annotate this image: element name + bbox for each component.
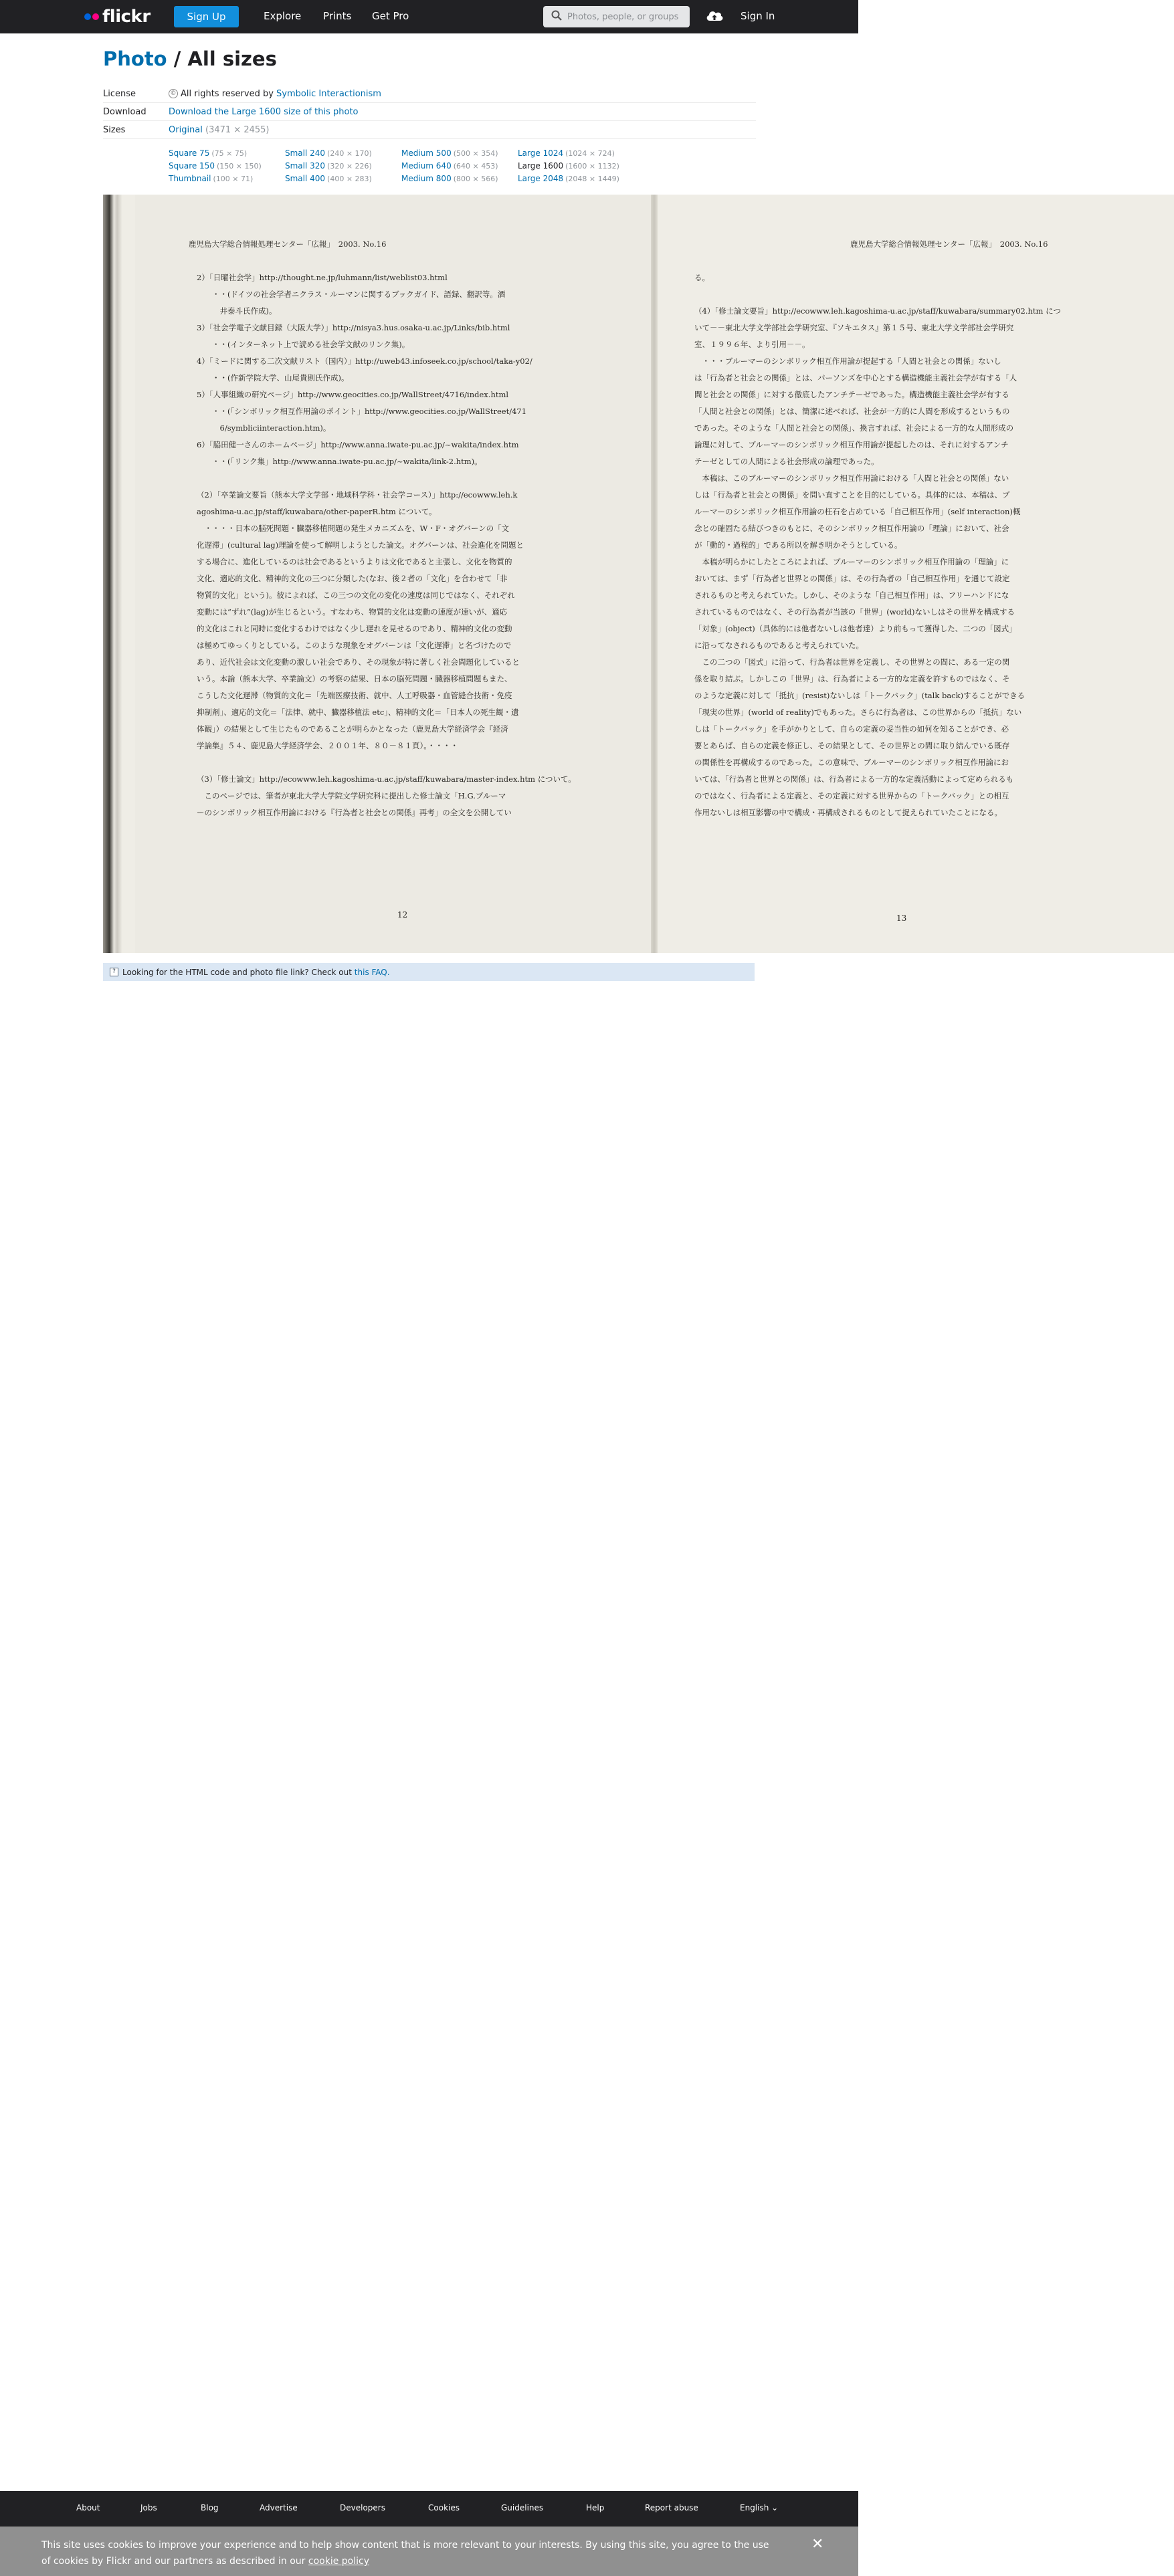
right-page-number: 13 [896,914,907,923]
main-photo [103,195,1174,953]
license-row [103,85,756,103]
photo-book-spine [651,195,658,953]
scanned-text-line: 体観」）の結果として生じたものであることが明らかとなった（鹿児島大学経済学会『経済 [197,724,508,734]
right-page-header: 鹿児島大学総合情報処理センター「広報」 2003. No.16 [850,239,1048,249]
logo-blue-dot [84,13,91,20]
nav-explore[interactable]: Explore [264,10,302,22]
scanned-text-line: agoshima-u.ac.jp/staff/kuwabara/other-paperR.htm について。 [197,507,437,516]
scanned-text-line: この二つの「図式」に沿って、行為者は世界を定義し、その世界との間に、ある一定の関 [694,657,1010,667]
footer-link-guidelines[interactable]: Guidelines [501,2503,544,2512]
scanned-text-line: であった。そのような「人間と社会との関係」、換言すれば、社会による一方的な人間形成の [694,423,1014,433]
download-label: Download [103,106,146,117]
left-page-number: 12 [397,910,408,920]
size-option[interactable]: Small 400 (400 × 283) [285,174,372,183]
scanned-text-line: 5）「人事組織の研究ページ」http://www.geocities.co.jp/WallStreet/4716/index.html [197,390,509,399]
faq-text: Looking for the HTML code and photo file link? Check out [122,967,352,977]
footer-link-developers[interactable]: Developers [340,2503,385,2512]
sizes-row [103,121,756,139]
scanned-text-line: いて－－東北大学文学部社会学研究室、『ソキエタス』第１５号、東北大学文学部社会学研究 [694,323,1014,332]
scanned-text-line: 「対象」(object)（具体的には他者ないしは他者達）より前もって獲得した、二つの「図式」 [694,624,1017,633]
scanned-text-line: しは「トークバック」を手がかりとして、自らの定義の妥当性の如何を知ることができ、必 [694,724,1009,734]
scanned-text-line: ルーマーのシンボリック相互作用論の枉石を占めている「自己相互作用」(self interaction)概 [694,507,1021,516]
scanned-text-line: は「行為者と社会との関係」とは、パーソンズを中心とする構造機能主義社会学が有する「人 [694,373,1017,383]
logo-pink-dot [92,13,99,20]
scanned-text-line: のではなく、行為者による定義と、その定義に対する世界からの「トークバック」との相互 [694,791,1009,800]
scanned-text-line: しは「行為者と社会との関係」を問い直すことを目的にしている。具体的には、本稿は、ブ [694,490,1010,500]
logo-wordmark: flickr [102,7,151,27]
scanned-text-line: 念との確固たる結びつきのもとに、そのシンボリック相互作用論の「理論」において、社会 [694,524,1009,533]
scanned-text-line: されているものではなく、その行為者が当該の「世界」(world)ないしはその世界を構成する [694,607,1015,617]
breadcrumb-separator: / [167,47,188,70]
footer-link-cookies[interactable]: Cookies [428,2503,460,2512]
info-icon: ? [110,968,118,976]
license-label: License [103,88,136,99]
scanned-text-line: ・・(インターネット上で読める社会学文献のリンク集)。 [197,340,410,349]
scanned-text-line: ・・・・日本の脳死問題・臓器移植問題の発生メカニズムを、W・F・オグバーンの「文 [197,524,510,533]
breadcrumb-photo-link[interactable]: Photo [103,47,167,70]
size-option[interactable]: Square 150 (150 × 150) [169,161,262,171]
scanned-text-line: （2）「卒業論文要旨（熊本大学文学部・地域科学科・社会学コース）」http://ecowww.leh.k [197,490,518,500]
photo-meta-table [103,85,756,139]
scanned-text-line: る。 [694,273,710,282]
size-option[interactable]: Small 240 (240 × 170) [285,148,372,158]
owner-link[interactable]: Symbolic Interactionism [276,88,381,99]
size-option[interactable]: Medium 640 (640 × 453) [401,161,498,171]
scanned-text-line: このページでは、筆者が東北大学大学院文学研究科に提出した修士論文「H.G.ブルーマ [197,791,506,800]
scanned-text-line: は極めてゆっくりとしている。このような現象をオグバーンは「文化遅滞」と名づけたので [197,641,512,650]
original-size-link[interactable]: Original [169,124,203,135]
size-option[interactable]: Medium 800 (800 × 566) [401,174,498,183]
page-title-text: All sizes [187,47,277,70]
footer-link-advertise[interactable]: Advertise [260,2503,298,2512]
footer-link-report-abuse[interactable]: Report abuse [645,2503,698,2512]
scanned-text-line: いては、「行為者と世界との関係」は、行為者による一方的な定義活動によって定められるも [694,774,1014,784]
scanned-text-line [197,470,576,487]
scanned-text-line: ・・(作新学院大学、山尾貴則氏作成)。 [197,373,349,383]
cookie-text: This site uses cookies to improve your experience and to help show content that is more relevant to your interests. By using this site, you agree to the use of cookies by Flickr and our partners as described in our cookie policy [41,2540,769,2567]
scanned-text-line: おいては、まず「行為者と世界との関係」は、その行為者の「自己相互作用」を通じて設定 [694,574,1010,583]
scanned-text-line: 化遅滞」(cultural lag)理論を使って解明しようとした論文。オグバーンは、社会進化を問題と [197,540,524,550]
sizes-label: Sizes [103,124,126,135]
nav-get-pro[interactable]: Get Pro [372,10,409,22]
cookie-banner [0,2527,858,2576]
scanned-text-line: テーゼとしての人間による社会形成の論理であった。 [694,457,879,466]
scanned-text-line: あり、近代社会は文化変動の激しい社会であり、その現象が特に著しく社会問題化していると [197,657,520,667]
original-size-dims: (3471 × 2455) [205,124,270,135]
scanned-text-line: （4）「修士論文要旨」http://ecowww.leh.kagoshima-u.ac.jp/staff/kuwabara/summary02.htm につ [694,306,1061,316]
footer-link-about[interactable]: About [76,2503,100,2512]
scanned-text-line: 本稿が明らかにしたところによれば、ブルーマーのシンボリック相互作用論の「理論」に [694,557,1009,566]
scanned-text-line: 本稿は、このブルーマーのシンボリック相互作用論における「人間と社会との関係」ない [694,473,1009,483]
scanned-text-line: ・・(「リンク集」http://www.anna.iwate-pu.ac.jp/~wakita/link-2.htm)。 [197,457,482,466]
scanned-text-line: 「現実の世界」(world of reality)でもあった。さらに行為者は、この世界からの「抵抗」ない [694,708,1022,717]
upload-cloud-icon[interactable] [705,8,724,27]
scanned-text-line [197,754,576,771]
left-page-header: 鹿児島大学総合情報処理センター「広報」 2003. No.16 [189,239,387,249]
size-option[interactable]: Small 320 (320 × 226) [285,161,372,171]
scanned-text-line: ・・・ブルーマーのシンボリック相互作用論が提起する「人間と社会との関係」ないし [694,356,1001,366]
scanned-text-line: ーのシンボリック相互作用論における『行為者と社会との関係』再考」の全文を公開してい [197,808,512,817]
scanned-text-line [694,286,1061,303]
footer-link-help[interactable]: Help [586,2503,605,2512]
scanned-text-line: 物質的文化」という)。彼によれば、この三つの文化の変化の速度は同じではなく、それぞれ [197,591,515,600]
download-link[interactable]: Download the Large 1600 size of this photo [169,106,359,117]
scanned-text-line: に沿ってなされるものであると考えられていた。 [694,641,864,650]
search-box[interactable] [543,6,690,27]
scanned-text-line: 的文化はこれと同時に変化するわけではなく少し遅れを見せるのであり、精神的文化の変動 [197,624,512,633]
scanned-text-line: （3）「修士論文」http://ecowww.leh.kagoshima-u.ac.jp/staff/kuwabara/master-index.htm について。 [197,774,576,784]
scanned-text-line: 6）「脇田健一さんのホームページ」http://www.anna.iwate-pu.ac.jp/~wakita/index.htm [197,440,519,449]
scanned-text-line: 抑制剤」、適応的文化＝「法律、就中、臓器移植法 etc」、精神的文化＝「日本人の死生観・遺 [197,708,519,717]
photo-left-edge [103,195,135,953]
scanned-text-line: 要とあらば、自らの定義を修正し、その結果として、その世界との間に取り結んでいる既存 [694,741,1010,750]
scanned-text-line: 6/symbliciinteraction.htm)。 [197,423,331,433]
left-page-text [197,270,576,821]
scanned-text-line: こうした文化遅滞（物質的文化＝「先端医療技術、就中、人工呼吸器・血管縫合技術・免疫 [197,691,512,700]
scanned-text-line: 「人間と社会との関係」とは、簡潔に述べれば、社会が一方的に人間を形成するというもの [694,407,1010,416]
scanned-text-line: 2）「日曜社会学」http://thought.ne.jp/luhmann/list/weblist03.html [197,273,448,282]
scanned-text-line: ・・(「シンボリック相互作用論のポイント」http://www.geocities.co.jp/WallStreet/471 [197,407,527,416]
license-text: All rights reserved by [181,88,274,99]
signin-link[interactable]: Sign In [741,10,775,22]
scanned-text-line: されるものと考えられていた。しかし、そのような「自己相互作用」は、フリーハンドにな [694,591,1009,600]
search-icon[interactable] [551,10,562,23]
scanned-text-line: 4）「ミードに関する二次文献リスト（国内）」http://uweb43.infoseek.co.jp/school/taka-y02/ [197,356,532,366]
scanned-text-line: の関係性を再構成するのであった。この意味で、ブルーマーのシンボリック相互作用論にお [694,758,1009,767]
close-icon[interactable]: ✕ [811,2536,824,2553]
size-option[interactable]: Thumbnail (100 × 71) [169,174,254,183]
faq-banner [103,963,755,981]
size-option-current: Large 1600 (1600 × 1132) [518,161,619,171]
scanned-text-line: が「動的・過程的」である所以を解き明かそうとしている。 [694,540,902,550]
scanned-text-line: ・・(ドイツの社会学者ニクラス・ルーマンに関するブックガイド、語録、翻訳等。酒 [197,290,506,299]
copyright-icon: © [169,89,178,98]
size-option[interactable]: Large 1024 (1024 × 724) [518,148,615,158]
scanned-text-line: 文化、適応的文化、精神的文化の三つに分類した(なお、後２者の「文化」を合わせて「非 [197,574,508,583]
footer-link-jobs[interactable]: Jobs [140,2503,157,2512]
scanned-text-line: 間と社会との関係」に対する徹底したアンチテーゼであった。構造機能主義社会学が有する [694,390,1009,399]
nav-prints[interactable]: Prints [323,10,352,22]
scanned-text-line: 論理に対して、ブルーマーのシンボリック相互作用論が提起したのは、それに対するアンチ [694,440,1009,449]
language-selector[interactable]: English ⌄ [740,2503,779,2512]
scanned-text-line: 室、１９９６年、より引用－－。 [694,340,810,349]
size-option[interactable]: Square 75 (75 × 75) [169,148,248,158]
signup-button[interactable]: Sign Up [174,6,239,27]
scanned-text-line: のような定義に対して「抵抗」(resist)ないしは「トークバック」(talk back)することができる [694,691,1025,700]
page-title [103,47,277,70]
footer-link-blog[interactable]: Blog [201,2503,219,2512]
scanned-text-line: 井泰斗氏作成)。 [197,306,277,316]
download-row [103,103,756,121]
scanned-text-line: 作用ないしは相互影響の中で構成・再構成されるものとして捉えられていたことになる。 [694,808,1002,817]
size-option[interactable]: Large 2048 (2048 × 1449) [518,174,619,183]
scanned-text-line: 係を取り結ぶ。しかしこの「世界」は、行為者による一方的な定義を許すものではなく、そ [694,674,1010,683]
scanned-text-line: 学論集』５４、鹿児島大学経済学会、２００１年、８０－８１頁）。・・・・ [197,741,458,750]
scanned-text-line: 3）「社会学電子文献目録（大阪大学）」http://nisya3.hus.osaka-u.ac.jp/Links/bib.html [197,323,510,332]
cookie-policy-link[interactable]: cookie policy [308,2556,369,2567]
search-input[interactable] [567,12,681,22]
footer [0,2491,858,2527]
right-page-text [694,270,1061,821]
chevron-down-icon: ⌄ [771,2503,779,2512]
scanned-text-line: 変動には“ずれ”(lag)が生じるという。すなわち、物質的文化は変動の速度が速いが、適応 [197,607,508,617]
top-navigation-bar [0,0,858,33]
scanned-text-line: する場合に、進化しているのは社会であるというよりは文化であると主張し、文化を物質的 [197,557,512,566]
size-option[interactable]: Medium 500 (500 × 354) [401,148,498,158]
faq-link[interactable]: this FAQ. [354,967,390,977]
flickr-logo[interactable] [84,8,151,25]
scanned-text-line: いう。本論（熊本大学、卒業論文）の考察の結果、日本の脳死問題・臓器移植問題もまた、 [197,674,512,683]
